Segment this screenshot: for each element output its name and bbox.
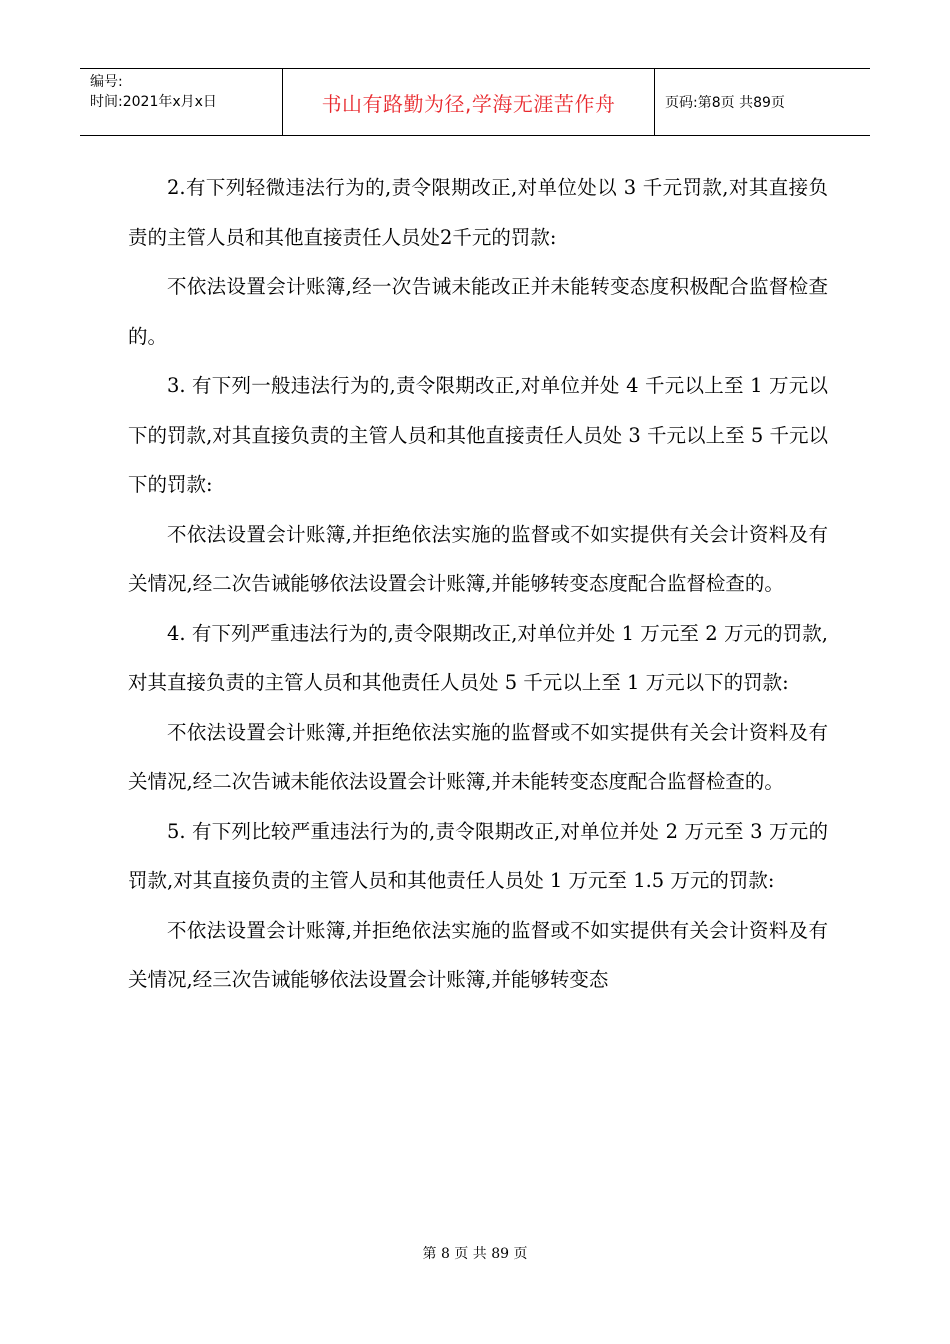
paragraph-item-4-detail: 不依法设置会计账簿,并拒绝依法实施的监督或不如实提供有关会计资料及有关情况,经二次告诫未能依法设置会计账簿,并未能转变态度配合监督检查的。 xyxy=(128,720,828,793)
header-page-info: 页码:第8页 共89页 xyxy=(665,95,785,111)
paragraph-item-3: 3. 有下列一般违法行为的,责令限期改正,对单位并处 4 千元以上至 1 万元以下的罚款,对其直接负责的主管人员和其他直接责任人员处 3 千元以上至 5 千元以下的罚款: xyxy=(128,374,828,496)
page-footer: 第 8 页 共 89 页 xyxy=(422,1246,528,1262)
paragraph-item-3-detail: 不依法设置会计账簿,并拒绝依法实施的监督或不如实提供有关会计资料及有关情况,经二次告诫能够依法设置会计账簿,并能够转变态度配合监督检查的。 xyxy=(128,522,828,595)
paragraph-item-2-detail: 不依法设置会计账簿,经一次告诫未能改正并未能转变态度积极配合监督检查的。 xyxy=(128,275,828,348)
document-body xyxy=(128,163,828,1005)
header-motto: 书山有路勤为径,学海无涯苦作舟 xyxy=(283,69,655,135)
document-header xyxy=(80,68,870,136)
header-meta xyxy=(80,69,283,135)
paragraph-item-5: 5. 有下列比较严重违法行为的,责令限期改正,对单位并处 2 万元至 3 万元的罚款,对其直接负责的主管人员和其他责任人员处 1 万元至 1.5 万元的罚款: xyxy=(128,819,828,892)
paragraph-item-4: 4. 有下列严重违法行为的,责令限期改正,对单位并处 1 万元至 2 万元的罚款,对其直接负责的主管人员和其他责任人员处 5 千元以上至 1 万元以下的罚款: xyxy=(128,621,828,694)
document-time-label: 时间:2021年x月x日 xyxy=(90,94,217,110)
paragraph-item-5-detail: 不依法设置会计账簿,并拒绝依法实施的监督或不如实提供有关会计资料及有关情况,经三次告诫能够依法设置会计账簿,并能够转变态 xyxy=(128,918,828,991)
paragraph-item-2: 2.有下列轻微违法行为的,责令限期改正,对单位处以 3 千元罚款,对其直接负责的主管人员和其他直接责任人员处2千元的罚款: xyxy=(128,176,828,249)
document-number-label: 编号: xyxy=(90,74,123,90)
